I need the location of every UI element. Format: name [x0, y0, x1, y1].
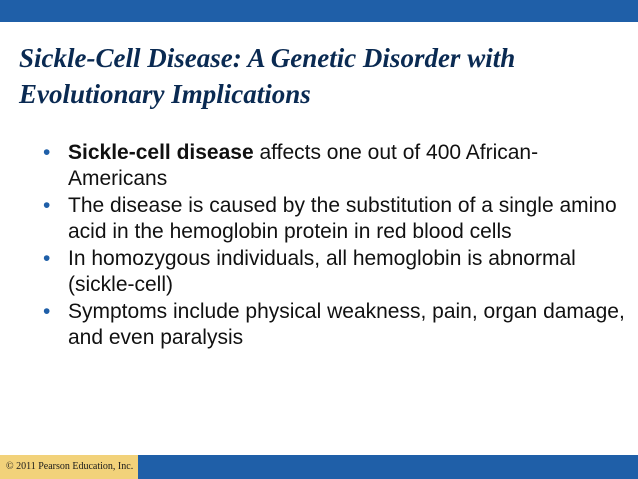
bullet-dot-icon: •: [43, 194, 51, 217]
bullet-bold-term: Sickle-cell disease: [68, 141, 254, 164]
bullet-item: [43, 246, 628, 298]
bullet-text: In homozygous individuals, all hemoglobin is abnormal (sickle-cell): [68, 247, 576, 296]
bullet-item: [43, 193, 628, 245]
bullet-item: [43, 299, 628, 351]
bullet-list: [43, 140, 628, 352]
bullet-dot-icon: •: [43, 141, 51, 164]
bullet-text: affects one out of 400 African-Americans: [68, 141, 539, 190]
slide-title: Sickle-Cell Disease: A Genetic Disorder with Evolutionary Implications: [19, 43, 516, 109]
bullet-dot-icon: •: [43, 247, 51, 270]
bullet-text: Symptoms include physical weakness, pain, organ damage, and even paralysis: [68, 300, 625, 349]
bullet-item: [43, 140, 628, 192]
bullet-dot-icon: •: [43, 300, 51, 323]
bullet-text: The disease is caused by the substitution of a single amino acid in the hemoglobin protein in red blood cells: [68, 194, 617, 243]
copyright-notice: © 2011 Pearson Education, Inc.: [0, 455, 138, 479]
top-accent-bar: [0, 0, 638, 22]
